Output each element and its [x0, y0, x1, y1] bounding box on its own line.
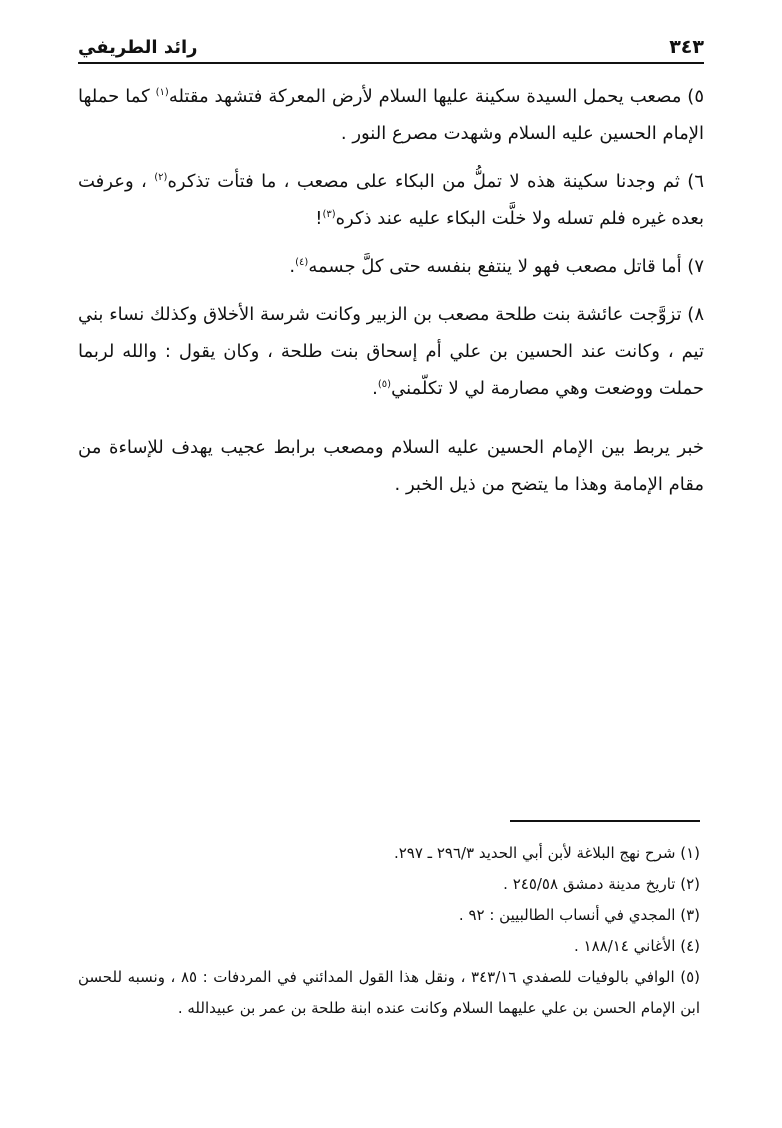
- footnote-divider: [510, 820, 700, 822]
- paragraph-7: ٧) أما قاتل مصعب فهو لا ينتفع بنفسه حتى كلَّ جسمه$^{(٤)}$.: [289, 256, 704, 277]
- footnote-1: (١) شرح نهج البلاغة لأبن أبي الحديد ٢٩٦/٣ ـ ٢٩٧.: [393, 844, 700, 862]
- footnote-ref[interactable]: (٤): [295, 257, 309, 268]
- paragraph-5: ٥) مصعب يحمل السيدة سكينة عليها السلام لأرض المعركة فتشهد مقتله$^{(١)}$ كما حملها الإمام الحسين عليه السلام وشهدت مصرع النور .: [78, 86, 704, 144]
- body-text: [78, 78, 704, 514]
- footnote-ref[interactable]: (٢): [154, 172, 168, 183]
- footnote-ref[interactable]: (٥): [377, 379, 392, 390]
- footnotes: [78, 838, 700, 1024]
- footnote-4: (٤) الأغاني ١٨٨/١٤ .: [573, 937, 700, 955]
- running-header: [78, 28, 704, 64]
- footnote-2: (٢) تاريخ مدينة دمشق ٢٤٥/٥٨ .: [503, 875, 700, 893]
- footnote-3: (٣) المجدي في أنساب الطالبيين : ٩٢ .: [458, 906, 700, 924]
- page-number: ٣٤٣: [669, 36, 704, 58]
- footnote-ref[interactable]: (٣): [322, 209, 336, 220]
- paragraph-8: ٨) تزوَّجت عائشة بنت طلحة مصعب بن الزبير وكانت شرسة الأخلاق وكذلك نساء بني تيم ، وكانت عند الحسين بن علي أم إسحاق بنت طلحة ، وكان يقول : والله لربما حملت ووضعت وهي مصارمة لي لا تكلّمني$^{(٥)}$.: [78, 304, 704, 399]
- commentary-paragraph: خبر يربط بين الإمام الحسين عليه السلام ومصعب برابط عجيب يهدف للإساءة من مقام الإمامة وهذا ما يتضح من ذيل الخبر .: [78, 437, 704, 495]
- footnote-5: (٥) الوافي بالوفيات للصفدي ٣٤٣/١٦ ، ونقل هذا القول المدائني في المردفات : ٨٥ ، ونسبه للحسن ابن الإمام الحسن بن علي عليهما السلام وكانت عنده ابنة طلحة بن عمر بن عبيدالله .: [78, 968, 701, 1017]
- paragraph-6: ٦) ثم وجدنا سكينة هذه لا تملُّ من البكاء على مصعب ، ما فتأت تذكره$^{(٢)}$ ، وعرفت بعده غيره فلم تسله ولا خلَّت البكاء عليه عند ذكره$^{(٣)}$!: [78, 171, 704, 229]
- footnote-ref[interactable]: (١): [155, 87, 169, 98]
- book-title: رائد الطريفي: [78, 37, 198, 58]
